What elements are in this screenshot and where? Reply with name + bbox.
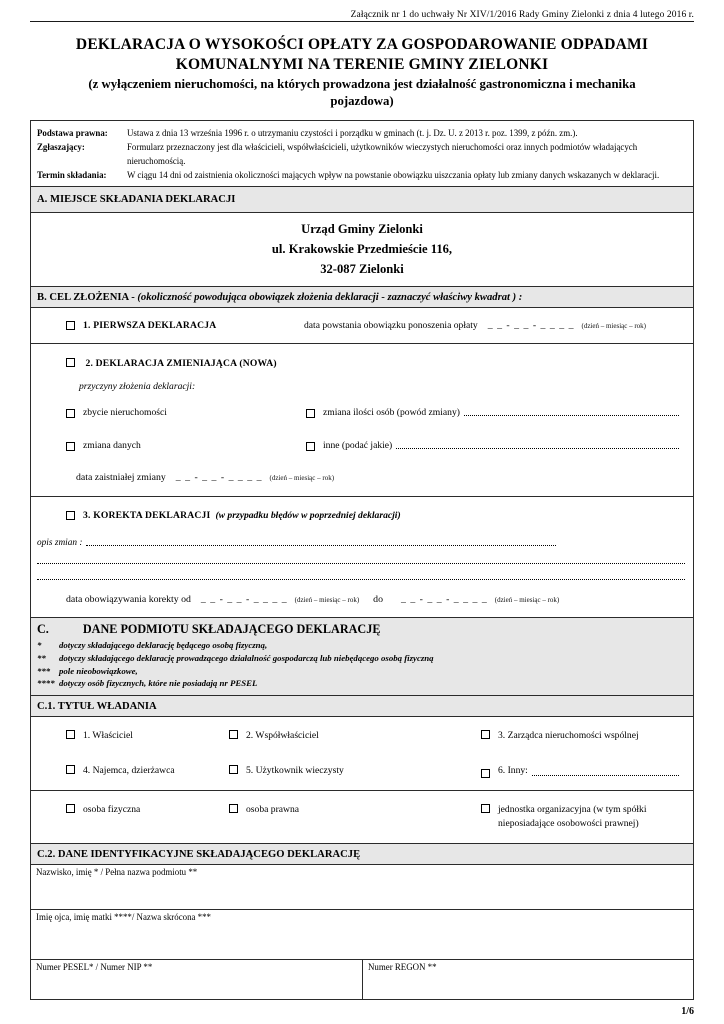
first-declaration-option (66, 320, 304, 331)
option-owner: 1. Właściciel (66, 729, 229, 743)
option-other-title: 6. Inny: (481, 764, 687, 778)
checkbox-correction[interactable] (66, 511, 75, 520)
ownership-title-options (31, 716, 693, 790)
section-c-title-text: DANE PODMIOTU SKŁADAJĄCEGO DEKLARACJĘ (82, 622, 381, 637)
changes-description-label: opis zmian : (37, 538, 83, 549)
fill-in-line[interactable] (86, 545, 556, 546)
name-field-label: Nazwisko, imię * / Pełna nazwa podmiotu ** (36, 867, 198, 878)
section-b-header-italic: (okoliczność powodująca obowiązek złożenia deklaracji - zaznaczyć właściwy kwadrat ) : (137, 291, 523, 303)
section-c2-header: C.2. DANE IDENTYFIKACYJNE SKŁADAJĄCEGO DEKLARACJĘ (31, 843, 693, 864)
option-property-manager: 3. Zarządca nieruchomości wspólnej (481, 729, 687, 743)
reasons-caption: przyczyny złożenia deklaracji: (79, 381, 196, 393)
correction-label-note: (w przypadku błędów w poprzedniej deklaracji) (215, 510, 401, 522)
correction-from-label: data obowiązywania korekty od (66, 594, 191, 606)
footnote: ** dotyczy składającego deklarację prowadzącego działalność gospodarczą lub niebędącego osobą fizyczną (37, 652, 434, 663)
page-number: 1/6 (681, 1006, 694, 1018)
checkbox-owner[interactable] (66, 730, 75, 739)
legal-text: W ciągu 14 dni od zaistnienia okoliczności mających wpływ na powstanie obowiązku uiszczania opłaty lub zmiany danych wskazanych w deklaracji. (127, 170, 660, 181)
reason-other: inne (podać jakie) (306, 440, 685, 451)
amending-declaration-row (31, 343, 693, 496)
footnote: *** pole nieobowiązkowe, (37, 665, 138, 676)
pesel-nip-field[interactable] (31, 960, 362, 999)
option-natural-person: osoba fizyczna (66, 803, 229, 831)
fill-in-line[interactable] (37, 549, 685, 564)
office-address (31, 212, 693, 286)
parents-names-field[interactable] (31, 909, 693, 959)
title-line-1: DEKLARACJA O WYSOKOŚCI OPŁATY ZA GOSPODAROWANIE ODPADAMI (75, 36, 649, 53)
change-date-label: data zaistniałej zmiany (76, 472, 166, 484)
correction-validity-line (37, 594, 685, 605)
correction-from-date-field[interactable]: _ _ - _ _ - _ _ _ _ (200, 594, 288, 606)
reasons-grid (66, 407, 685, 451)
fill-in-line[interactable] (532, 775, 679, 776)
legal-label: Termin składania: (37, 170, 107, 181)
option-legal-person: osoba prawna (229, 803, 481, 831)
legal-label: Zgłaszający: (37, 142, 85, 153)
option-tenant: 4. Najemca, dzierżawca (66, 764, 229, 778)
checkbox-legal-person[interactable] (229, 804, 238, 813)
fill-in-line[interactable] (396, 448, 679, 449)
entity-type-options (31, 790, 693, 843)
checkbox-natural-person[interactable] (66, 804, 75, 813)
footnote: * dotyczy składającego deklarację będącego osobą fizyczną, (37, 640, 268, 651)
legal-label: Podstawa prawna: (37, 128, 108, 139)
first-declaration-row (31, 307, 693, 343)
regon-field-label: Numer REGON ** (368, 962, 437, 973)
correction-to-label: do (373, 594, 383, 606)
regon-field[interactable] (362, 960, 693, 999)
section-c-letter: C. (37, 622, 49, 637)
name-field[interactable] (31, 864, 693, 909)
reason-property-sale: zbycie nieruchomości (66, 407, 306, 418)
footnote: **** dotyczy osób fizycznych, które nie posiadają nr PESEL (37, 678, 258, 689)
document-title (30, 35, 694, 109)
correction-option (37, 510, 685, 521)
legal-text: Ustawa z dnia 13 września 1996 r. o utrzymaniu czystości i porządku w gminach (t. j. Dz. U. z 2013 r. poz. 1399, z późn. zm.). (127, 128, 578, 139)
checkbox-data-change[interactable] (66, 442, 75, 451)
amending-declaration-option (66, 358, 685, 369)
section-a-header: A. MIEJSCE SKŁADANIA DEKLARACJI (31, 186, 693, 211)
fee-obligation-date-field[interactable]: _ _ - _ _ - _ _ _ _ (487, 320, 575, 332)
checkbox-amending-declaration[interactable] (66, 358, 75, 367)
date-format-hint: (dzień – miesiąc – rok) (269, 473, 335, 482)
section-c1-header: C.1. TYTUŁ WŁADANIA (31, 695, 693, 716)
option-organizational-unit: jednostka organizacyjna (w tym spółki nieposiadające osobowości prawnej) (481, 803, 687, 831)
checkbox-property-sale[interactable] (66, 409, 75, 418)
section-c-header (31, 617, 693, 695)
section-c-title (37, 622, 687, 637)
checkbox-co-owner[interactable] (229, 730, 238, 739)
correction-to-date-field[interactable]: _ _ - _ _ - _ _ _ _ (400, 594, 488, 606)
fee-obligation-date-label: data powstania obowiązku ponoszenia opłaty (304, 320, 478, 332)
date-format-hint: (dzień – miesiąc – rok) (294, 595, 360, 604)
correction-declaration-row (31, 496, 693, 617)
checkbox-perpetual-user[interactable] (229, 765, 238, 774)
subtitle-line-2: pojazdowa) (330, 93, 394, 108)
legal-basis-section (31, 121, 693, 186)
section-c-footnotes (37, 639, 687, 690)
reason-person-count-change: zmiana ilości osób (powód zmiany) (306, 407, 685, 418)
checkbox-first-declaration[interactable] (66, 321, 75, 330)
legal-text: Formularz przeznaczony jest dla właścicieli, współwłaścicieli, użytkowników wieczystych nieruchomości oraz innych podmiotów władających nieruchomością. (127, 142, 638, 167)
change-date-line (66, 472, 685, 483)
checkbox-other-title[interactable] (481, 769, 490, 778)
checkbox-person-count-change[interactable] (306, 409, 315, 418)
date-format-hint: (dzień – miesiąc – rok) (581, 321, 647, 330)
reason-data-change: zmiana danych (66, 440, 306, 451)
section-b-header-bold: B. CEL ZŁOŻENIA - (37, 291, 135, 303)
option-perpetual-user: 5. Użytkownik wieczysty (229, 764, 481, 778)
attachment-note: Załącznik nr 1 do uchwały Nr XIV/1/2016 Rady Gminy Zielonki z dnia 4 lutego 2016 r. (30, 10, 694, 22)
checkbox-tenant[interactable] (66, 765, 75, 774)
fill-in-line[interactable] (37, 565, 685, 580)
subtitle-line-1: (z wyłączeniem nieruchomości, na których prowadzona jest działalność gastronomiczna i mechanika (88, 76, 636, 91)
title-line-2: KOMUNALNYMI NA TERENIE GMINY ZIELONKI (175, 56, 549, 74)
date-format-hint: (dzień – miesiąc – rok) (494, 595, 560, 604)
checkbox-property-manager[interactable] (481, 730, 490, 739)
changes-description-line (37, 538, 685, 548)
parents-names-field-label: Imię ojca, imię matki ****/ Nazwa skrócona *** (36, 912, 211, 923)
address-line-3: 32-087 Zielonki (320, 262, 404, 277)
first-declaration-label: 1. PIERWSZA DEKLARACJA (83, 320, 217, 332)
change-date-field[interactable]: _ _ - _ _ - _ _ _ _ (175, 472, 263, 484)
section-b-header (31, 286, 693, 307)
address-line-2: ul. Krakowskie Przedmieście 116, (271, 242, 453, 257)
id-numbers-row (31, 959, 693, 999)
pesel-nip-field-label: Numer PESEL* / Numer NIP ** (36, 962, 153, 973)
fill-in-line[interactable] (464, 415, 679, 416)
correction-label: 3. KOREKTA DEKLARACJI (83, 510, 211, 522)
form-box (30, 120, 694, 1000)
option-co-owner: 2. Współwłaściciel (229, 729, 481, 743)
checkbox-other-reason[interactable] (306, 442, 315, 451)
amending-declaration-label: 2. DEKLARACJA ZMIENIAJĄCA (NOWA) (85, 358, 277, 370)
checkbox-organizational-unit[interactable] (481, 804, 490, 813)
address-line-1: Urząd Gminy Zielonki (301, 221, 423, 236)
